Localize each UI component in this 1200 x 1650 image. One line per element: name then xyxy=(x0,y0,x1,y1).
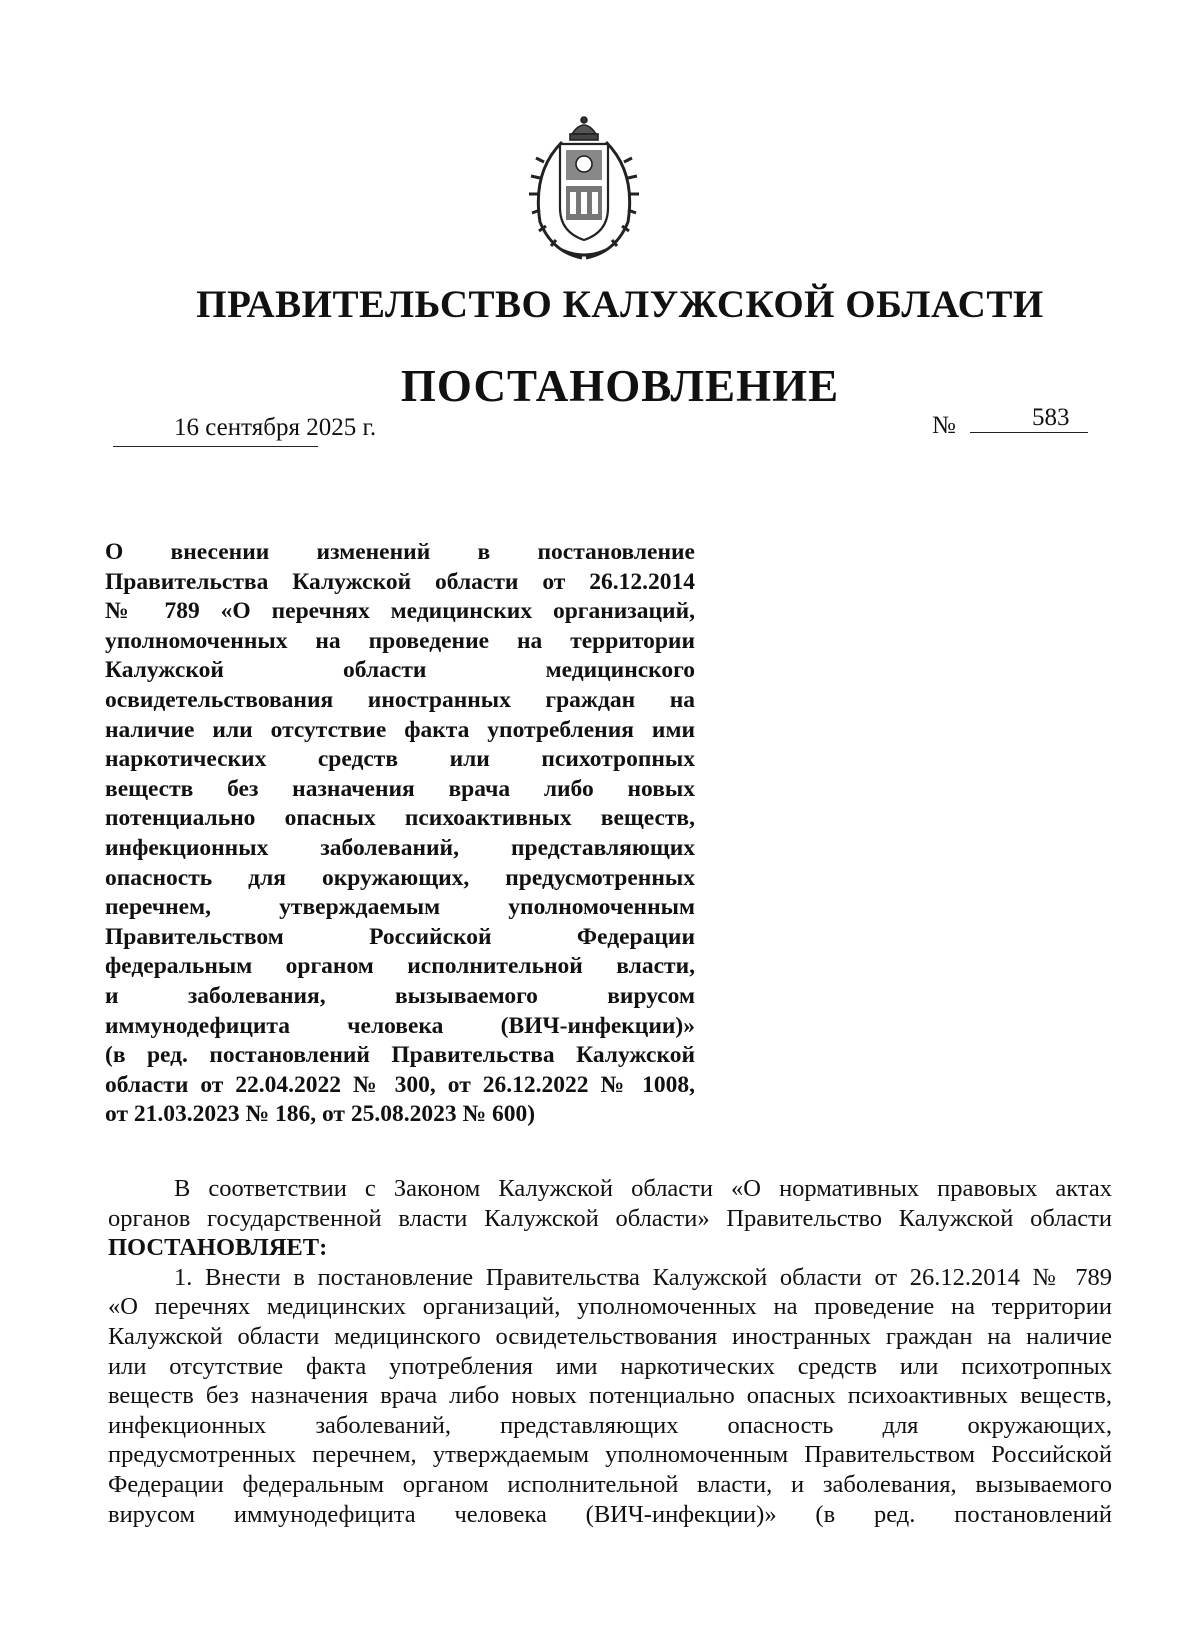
subject-line: веществ без назначения врача либо новых xyxy=(105,775,695,802)
subject-line: № 789 «О перечнях медицинских организаций, xyxy=(105,598,695,625)
document-date: 16 сентября 2025 г. xyxy=(174,414,377,441)
subject-line: О внесении изменений в постановление xyxy=(105,539,695,565)
body-line: 1. Внести в постановление Правительства Калужской области от 26.12.2014 № 789 xyxy=(174,1263,1112,1291)
document-number: 583 xyxy=(1032,404,1070,431)
body-line: вирусом иммунодефицита человека (ВИЧ-инфекции)» (в ред. постановлений xyxy=(108,1500,1112,1528)
document-type-title: ПОСТАНОВЛЕНИЕ xyxy=(400,361,840,411)
body-line: веществ без назначения врача либо новых потенциально опасных психоактивных веществ, xyxy=(108,1382,1112,1410)
coat-of-arms-emblem xyxy=(522,112,646,262)
document-number-label: № xyxy=(932,412,956,439)
subject-line: Правительством Российской Федерации xyxy=(105,923,695,950)
subject-line: перечнем, утверждаемым уполномоченным xyxy=(105,894,695,921)
subject-line: Калужской области медицинского xyxy=(105,657,695,684)
number-underline xyxy=(970,432,1088,433)
document-subject xyxy=(105,538,695,1130)
subject-line: (в ред. постановлений Правительства Калужской xyxy=(105,1042,695,1069)
subject-line: федеральным органом исполнительной власти, xyxy=(105,953,695,980)
subject-line: опасность для окружающих, предусмотренных xyxy=(105,864,695,891)
subject-line: наличие или отсутствие факта употребления ими xyxy=(105,716,695,743)
subject-line: области от 22.04.2022 № 300, от 26.12.2022 № 1008, xyxy=(105,1071,695,1098)
subject-line: и заболевания, вызываемого вирусом xyxy=(105,982,695,1009)
subject-line: от 21.03.2023 № 186, от 25.08.2023 № 600) xyxy=(105,1101,536,1128)
resolves-heading: ПОСТАНОВЛЯЕТ: xyxy=(108,1234,328,1262)
body-line: Федерации федеральным органом исполнительной власти, и заболевания, вызываемого xyxy=(108,1470,1112,1498)
subject-line: Правительства Калужской области от 26.12.2014 xyxy=(105,568,695,595)
subject-line: инфекционных заболеваний, представляющих xyxy=(105,834,695,861)
subject-line: наркотических средств или психотропных xyxy=(105,746,695,773)
government-title: ПРАВИТЕЛЬСТВО КАЛУЖСКОЙ ОБЛАСТИ xyxy=(196,283,1044,326)
body-line: или отсутствие факта употребления ими наркотических средств или психотропных xyxy=(108,1352,1112,1380)
body-line: органов государственной власти Калужской области» Правительство Калужской области xyxy=(108,1204,1112,1232)
subject-line: освидетельствования иностранных граждан на xyxy=(105,686,695,713)
body-line: инфекционных заболеваний, представляющих опасность для окружающих, xyxy=(108,1411,1112,1439)
body-line: «О перечнях медицинских организаций, уполномоченных на проведение на территории xyxy=(108,1293,1112,1321)
body-line: Калужской области медицинского освидетельствования иностранных граждан на наличие xyxy=(108,1322,1112,1350)
document-body xyxy=(108,1174,1112,1529)
body-line: предусмотренных перечнем, утверждаемым уполномоченным Правительством Российской xyxy=(108,1441,1112,1469)
subject-line: иммунодефицита человека (ВИЧ-инфекции)» xyxy=(105,1012,695,1039)
subject-line: уполномоченных на проведение на территории xyxy=(105,627,695,654)
subject-line: потенциально опасных психоактивных веществ, xyxy=(105,805,695,832)
date-underline xyxy=(113,446,318,447)
body-line: В соответствии с Законом Калужской области «О нормативных правовых актах xyxy=(174,1175,1112,1202)
